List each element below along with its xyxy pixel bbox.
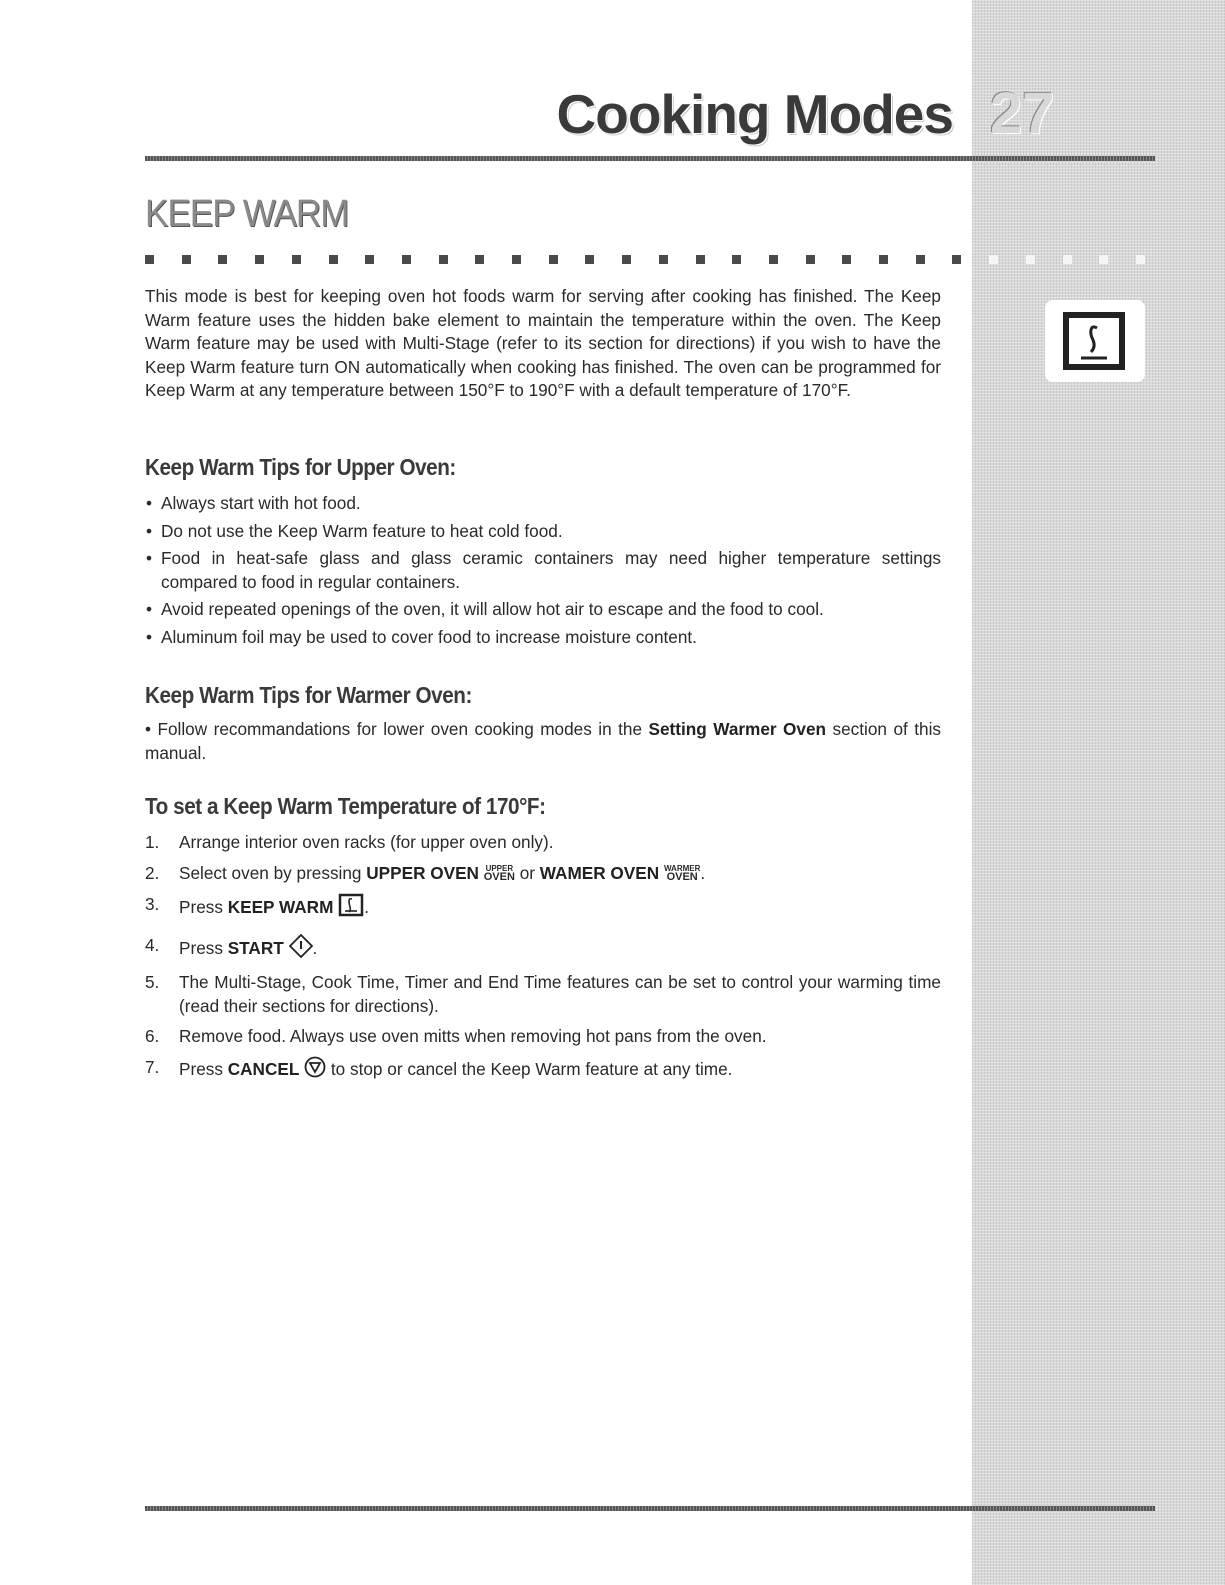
step-text: The Multi-Stage, Cook Time, Timer and End Time features can be set to control your warming time (read their sections for directions). [179,972,941,1016]
cancel-label: CANCEL [227,1058,300,1079]
header-rule [145,156,1155,161]
divider-square [218,255,227,264]
page-number: 27 [990,81,1055,146]
upper-oven-key-icon [484,865,515,882]
divider-square [1136,255,1145,264]
step-text-or: or [514,862,540,883]
set-temperature-heading: To set a Keep Warm Temperature of 170°F: [145,793,546,819]
list-item: • Do not use the Keep Warm feature to heat cold food. [145,520,941,544]
step-number: 4. [145,934,160,955]
step-number: 2. [145,862,160,883]
step-4 [145,934,941,965]
divider-square [402,255,411,264]
upper-oven-key-top: UPPER [485,864,514,874]
step-text: Arrange interior oven racks (for upper oven only). [179,832,554,852]
divider-square [659,255,668,264]
keep-warm-label: KEEP WARM [227,896,334,917]
list-item: • Always start with hot food. [145,492,941,516]
divider-square [512,255,521,264]
keep-warm-small-icon [338,893,364,924]
divider-square [585,255,594,264]
step-text: Press [179,896,228,917]
divider-square [329,255,338,264]
divider-square [732,255,741,264]
main-content [145,285,942,1079]
dotted-divider [145,255,1155,265]
warmer-oven-key-bottom: OVEN [666,871,698,884]
divider-square [1099,255,1108,264]
upper-oven-tips-list [145,492,941,653]
list-item: • Avoid repeated openings of the oven, it will allow hot air to escape and the food to cool. [145,598,941,622]
start-label: START [227,937,284,958]
divider-square [549,255,558,264]
step-number: 1. [145,832,160,852]
warmer-oven-tip [145,718,941,765]
list-item: • Aluminum foil may be used to cover food to increase moisture content. [145,626,941,650]
warmer-tip-text-end: section of this manual. [145,719,942,763]
section-title: KEEP WARM [145,193,349,235]
step-text: Press [179,1058,228,1079]
step-number: 6. [145,1026,160,1046]
start-icon [289,934,313,965]
warmer-tip-bold: Setting Warmer Oven [648,719,827,739]
step-1 [145,831,941,855]
divider-square [292,255,301,264]
step-text: Remove food. Always use oven mitts when removing hot pans from the oven. [179,1026,767,1046]
divider-square [842,255,851,264]
divider-square [145,255,154,264]
step-text: Select oven by pressing [179,862,367,883]
warmer-oven-key-top: WARMER [663,864,701,874]
divider-square [952,255,961,264]
divider-square [365,255,374,264]
divider-square [1026,255,1035,264]
divider-square [182,255,191,264]
divider-square [1063,255,1072,264]
warmer-oven-tips-heading: Keep Warm Tips for Warmer Oven: [145,682,472,708]
step-text-end: . [700,862,706,883]
footer-rule [145,1506,1155,1511]
warmer-oven-label: WAMER OVEN [539,862,660,883]
divider-square [806,255,815,264]
divider-square [769,255,778,264]
step-number: 7. [145,1056,160,1077]
upper-oven-key-bottom: OVEN [483,871,515,884]
divider-square [916,255,925,264]
step-3 [145,893,941,924]
step-text-end: . [364,896,369,917]
keep-warm-icon [1045,300,1145,382]
step-text-end: . [312,937,318,958]
divider-square [696,255,705,264]
step-2 [145,862,941,886]
page-header-title: Cooking Modes [556,83,953,145]
upper-oven-label: UPPER OVEN [366,862,479,883]
warmer-oven-key-icon [664,865,700,882]
step-text-end: to stop or cancel the Keep Warm feature at any time. [326,1058,733,1079]
step-number: 3. [145,894,160,914]
divider-square [879,255,888,264]
list-item: • Food in heat-safe glass and glass ceramic containers may need higher temperature settings compared to food in regular containers. [145,547,941,594]
step-number: 5. [145,972,160,992]
divider-square [255,255,264,264]
divider-square [622,255,631,264]
step-text: Press [179,937,228,958]
side-tab-strip [972,0,1225,1585]
divider-square [989,255,998,264]
warmer-tip-text: • Follow recommandations for lower oven cooking modes in the [145,719,649,739]
divider-square [475,255,484,264]
upper-oven-tips-heading: Keep Warm Tips for Upper Oven: [145,454,456,480]
intro-paragraph: This mode is best for keeping oven hot foods warm for serving after cooking has finished. The Keep Warm feature uses the hidden bake element to maintain the temperature within the oven. The Keep Warm feature may be used with Multi-Stage (refer to its section for directions) if you wish to have the Keep Warm feature turn ON automatically when cooking has finished. The oven can be programmed for Keep Warm at any temperature between 150°F to 190°F with a default temperature of 170°F. [145,286,941,400]
step-6 [145,1025,941,1049]
cancel-icon [304,1056,326,1085]
step-7 [145,1056,941,1085]
step-5 [145,971,941,1018]
divider-square [439,255,448,264]
steps-list [145,831,941,1091]
